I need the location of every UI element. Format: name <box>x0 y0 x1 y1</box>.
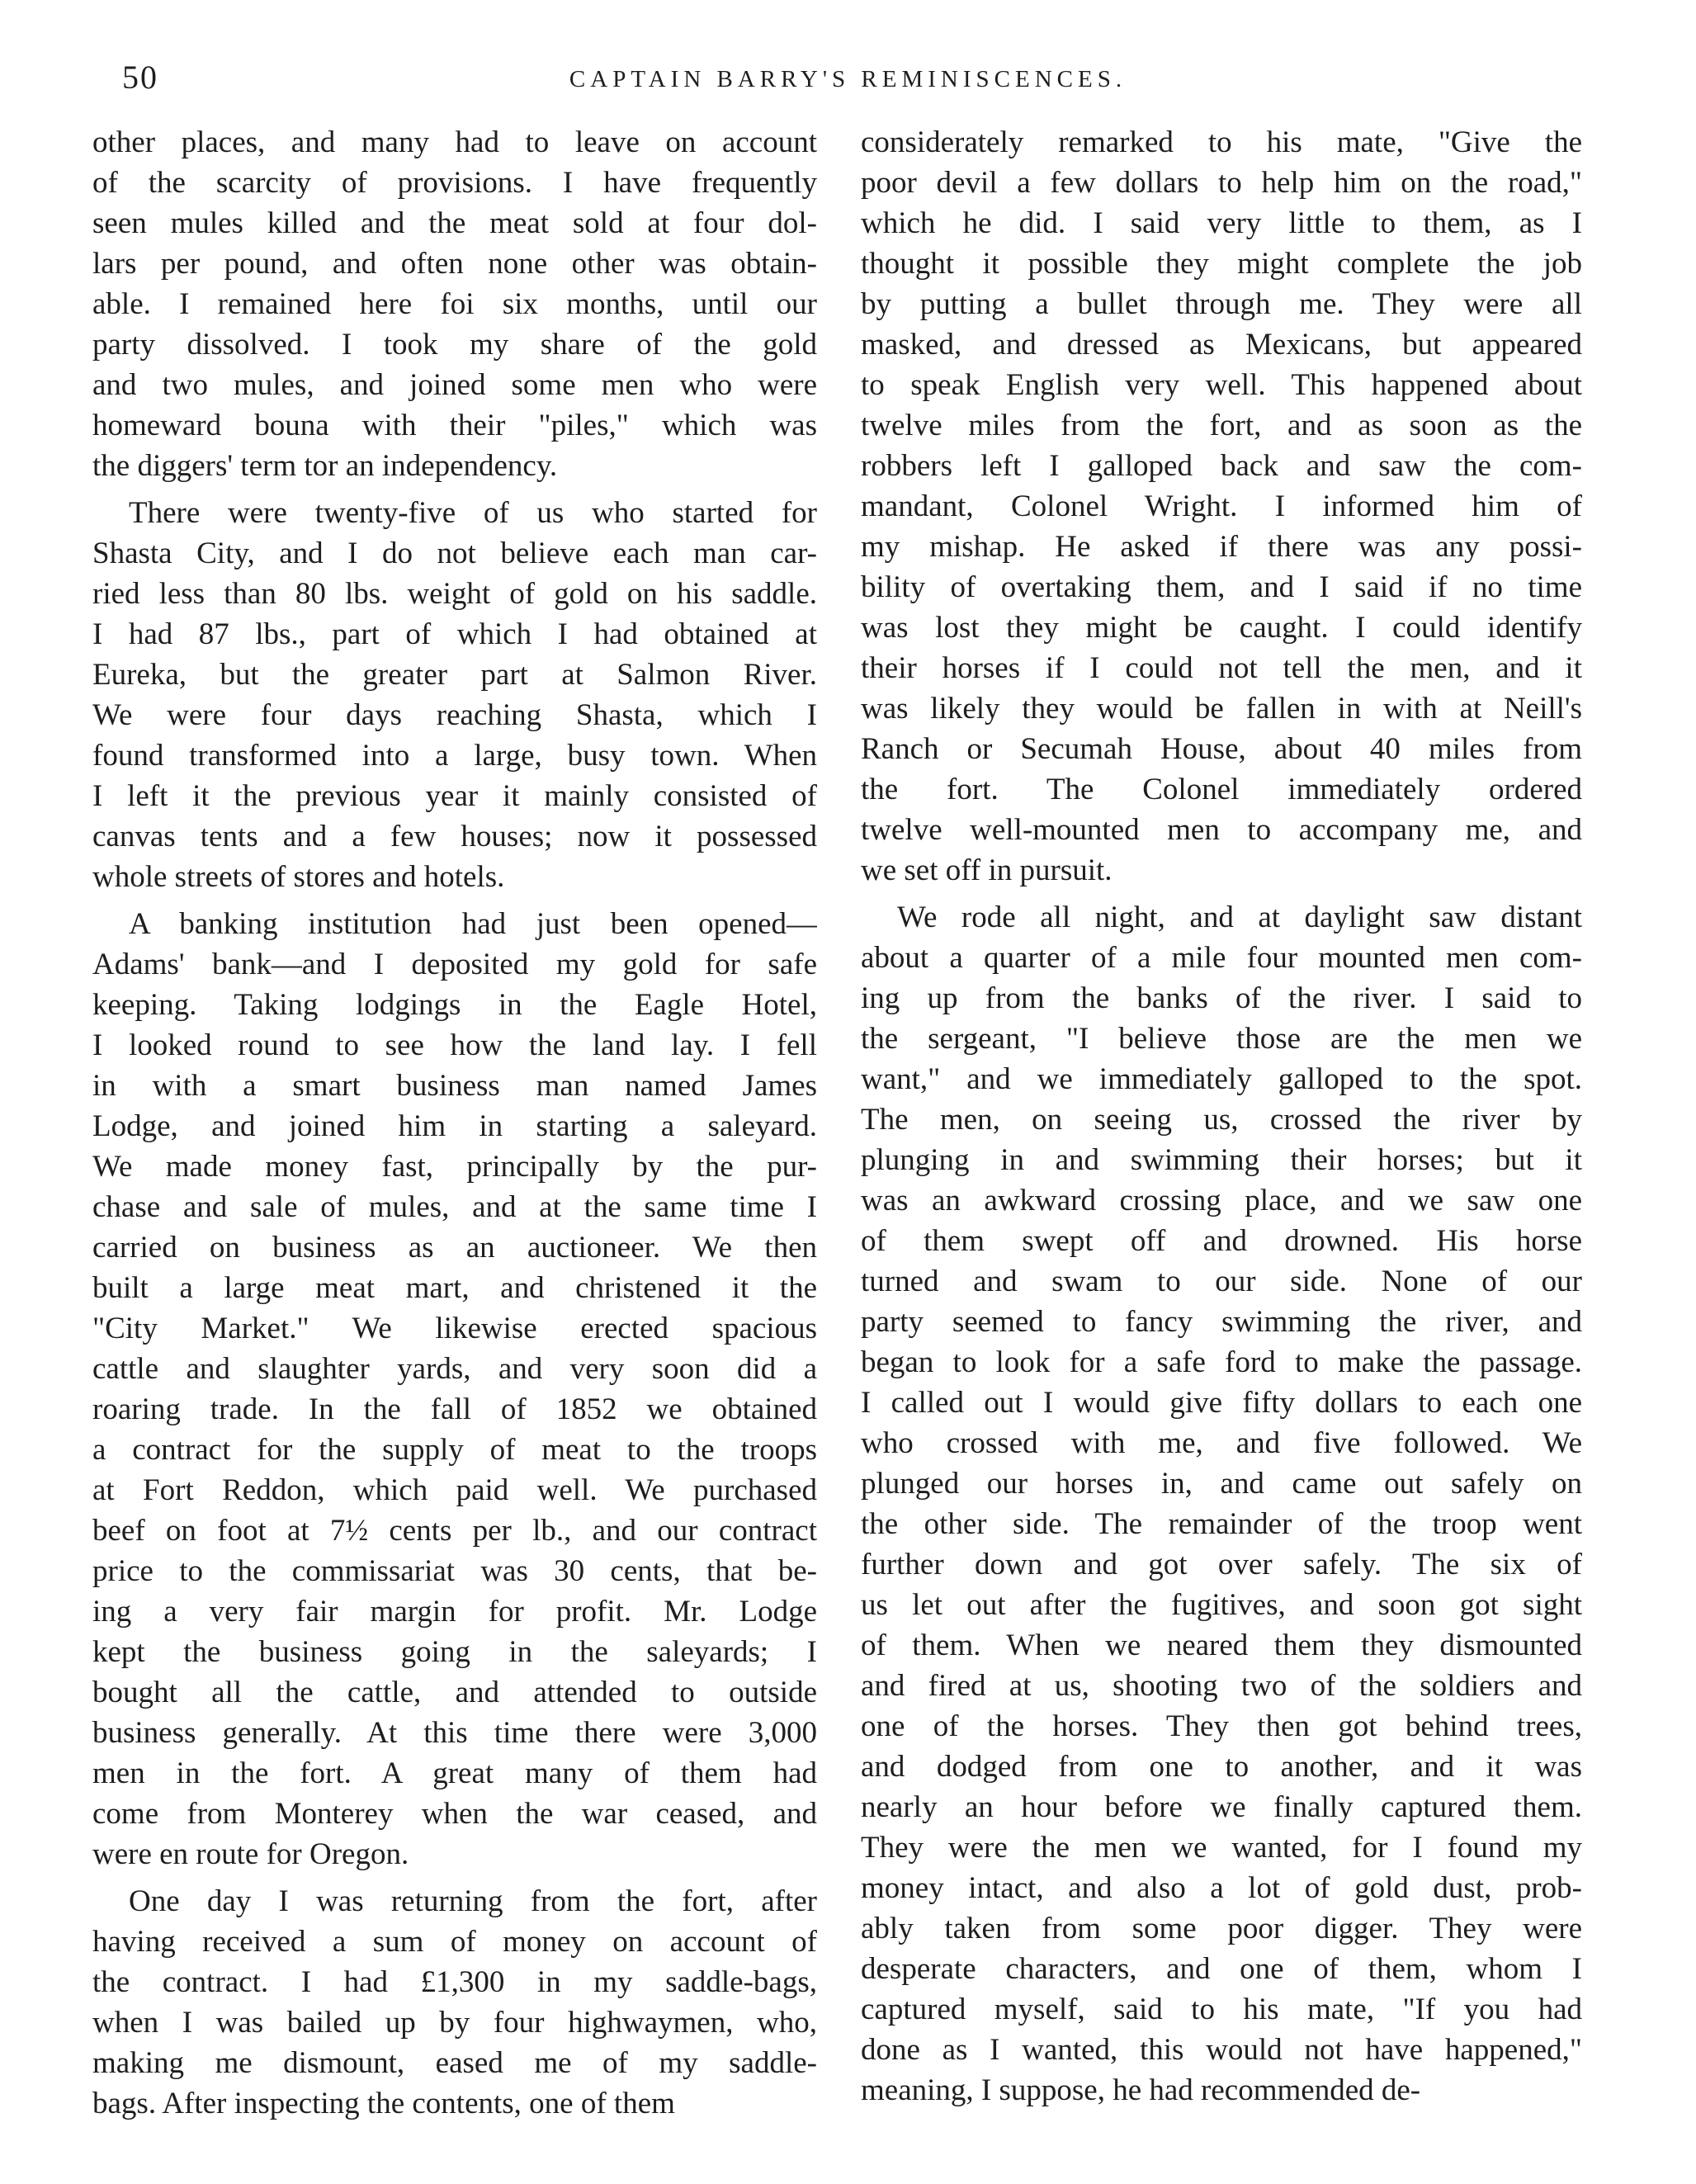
text-line: kept the business going in the saleyards; I <box>92 1635 817 1669</box>
page-number: 50 <box>122 59 158 96</box>
text-line: men in the fort. A great many of them had <box>92 1756 817 1790</box>
text-line: Shasta City, and I do not believe each man car- <box>92 537 817 570</box>
text-line: come from Monterey when the war ceased, and <box>92 1797 817 1831</box>
text-line: the contract. I had £1,300 in my saddle-bags, <box>92 1965 817 1999</box>
text-line: which he did. I said very little to them, as I <box>861 206 1582 240</box>
text-line: bags. After inspecting the contents, one of them <box>92 2087 675 2120</box>
text-line: nearly an hour before we finally captured them. <box>861 1790 1582 1824</box>
left-text-column <box>92 122 817 2124</box>
text-line: to speak English very well. This happened about <box>861 368 1582 402</box>
text-line: a contract for the supply of meat to the troops <box>92 1433 817 1467</box>
text-line: roaring trade. In the fall of 1852 we obtained <box>92 1392 817 1426</box>
text-line: and two mules, and joined some men who were <box>92 368 817 402</box>
text-line: party seemed to fancy swimming the river, and <box>861 1305 1582 1339</box>
text-line: and dodged from one to another, and it was <box>861 1750 1582 1784</box>
text-line: us let out after the fugitives, and soon got sight <box>861 1588 1582 1622</box>
text-line: desperate characters, and one of them, whom I <box>861 1952 1582 1986</box>
text-line: I had 87 lbs., part of which I had obtained at <box>92 617 817 651</box>
paragraph-gap <box>92 897 817 904</box>
text-line: robbers left I galloped back and saw the com- <box>861 449 1582 483</box>
text-line: further down and got over safely. The six of <box>861 1548 1582 1581</box>
text-line: want," and we immediately galloped to the spot. <box>861 1062 1582 1096</box>
text-line: I called out I would give fifty dollars to each one <box>861 1386 1582 1420</box>
text-line: of them swept off and drowned. His horse <box>861 1224 1582 1258</box>
text-line: whole streets of stores and hotels. <box>92 860 505 894</box>
text-line: Ranch or Secumah House, about 40 miles from <box>861 732 1582 766</box>
text-line: able. I remained here foi six months, until our <box>92 287 817 321</box>
text-line: mandant, Colonel Wright. I informed him of <box>861 489 1582 523</box>
text-line: began to look for a safe ford to make the passage. <box>861 1345 1582 1379</box>
paragraph-gap <box>92 1874 817 1881</box>
text-line: the fort. The Colonel immediately ordered <box>861 773 1582 806</box>
text-line: cattle and slaughter yards, and very soon did a <box>92 1352 817 1386</box>
text-line: There were twenty-five of us who started for <box>129 496 817 530</box>
text-line: of the scarcity of provisions. I have frequently <box>92 166 817 200</box>
text-line: built a large meat mart, and christened it the <box>92 1271 817 1305</box>
text-line: A banking institution had just been opened— <box>129 907 817 941</box>
text-line: The men, on seeing us, crossed the river by <box>861 1103 1582 1137</box>
text-line: We were four days reaching Shasta, which I <box>92 698 817 732</box>
text-line: we set off in pursuit. <box>861 853 1113 887</box>
text-line: in with a smart business man named James <box>92 1069 817 1103</box>
text-line: found transformed into a large, busy town. When <box>92 739 817 773</box>
text-line: making me dismount, eased me of my saddle- <box>92 2046 817 2080</box>
text-line: ably taken from some poor digger. They were <box>861 1912 1582 1945</box>
text-line: bility of overtaking them, and I said if no time <box>861 570 1582 604</box>
text-line: canvas tents and a few houses; now it possessed <box>92 820 817 853</box>
text-line: having received a sum of money on account of <box>92 1925 817 1959</box>
text-line: thought it possible they might complete the job <box>861 247 1582 281</box>
text-line: turned and swam to our side. None of our <box>861 1265 1582 1298</box>
text-line: masked, and dressed as Mexicans, but appeared <box>861 328 1582 362</box>
text-line: price to the commissariat was 30 cents, that be- <box>92 1554 817 1588</box>
text-line: the diggers' term tor an independency. <box>92 449 558 483</box>
text-line: ing a very fair margin for profit. Mr. Lodge <box>92 1595 817 1629</box>
text-line: about a quarter of a mile four mounted men com- <box>861 941 1582 975</box>
text-line: and fired at us, shooting two of the soldiers and <box>861 1669 1582 1703</box>
text-line: "City Market." We likewise erected spacious <box>92 1312 817 1345</box>
text-line: captured myself, said to his mate, "If you had <box>861 1993 1582 2026</box>
text-line: considerately remarked to his mate, "Give the <box>861 125 1582 159</box>
text-line: done as I wanted, this would not have happened," <box>861 2033 1582 2067</box>
text-line: who crossed with me, and five followed. We <box>861 1426 1582 1460</box>
text-line: homeward bouna with their "piles," which was <box>92 409 817 442</box>
text-line: bought all the cattle, and attended to outside <box>92 1676 817 1709</box>
paragraph-gap <box>92 486 817 493</box>
text-line: plunging in and swimming their horses; but it <box>861 1143 1582 1177</box>
text-line: lars per pound, and often none other was obtain- <box>92 247 817 281</box>
text-line: other places, and many had to leave on account <box>92 125 817 159</box>
text-line: chase and sale of mules, and at the same time I <box>92 1190 817 1224</box>
text-line: party dissolved. I took my share of the gold <box>92 328 817 362</box>
text-line: business generally. At this time there were 3,000 <box>92 1716 817 1750</box>
text-line: twelve well-mounted men to accompany me, and <box>861 813 1582 847</box>
text-line: was an awkward crossing place, and we saw one <box>861 1184 1582 1217</box>
page-header <box>0 58 1696 107</box>
text-line: money intact, and also a lot of gold dust, prob- <box>861 1871 1582 1905</box>
text-line: at Fort Reddon, which paid well. We purchased <box>92 1473 817 1507</box>
text-line: One day I was returning from the fort, after <box>129 1884 817 1918</box>
text-line: ried less than 80 lbs. weight of gold on his saddle. <box>92 577 817 611</box>
text-line: by putting a bullet through me. They were all <box>861 287 1582 321</box>
text-line: the other side. The remainder of the troop went <box>861 1507 1582 1541</box>
text-line: Eureka, but the greater part at Salmon River. <box>92 658 817 692</box>
text-line: carried on business as an auctioneer. We then <box>92 1231 817 1265</box>
text-line: was lost they might be caught. I could identify <box>861 611 1582 645</box>
text-line: when I was bailed up by four highwaymen, who, <box>92 2006 817 2040</box>
text-line: We rode all night, and at daylight saw distant <box>897 901 1582 934</box>
running-title: CAPTAIN BARRY'S REMINISCENCES. <box>569 66 1127 92</box>
text-line: was likely they would be fallen in with at Neill's <box>861 692 1582 726</box>
text-line: the sergeant, "I believe those are the men we <box>861 1022 1582 1056</box>
right-text-column <box>861 122 1582 2111</box>
text-line: We made money fast, principally by the pur- <box>92 1150 817 1184</box>
text-line: I left it the previous year it mainly consisted of <box>92 779 817 813</box>
text-line: They were the men we wanted, for I found my <box>861 1831 1582 1865</box>
text-line: ing up from the banks of the river. I said to <box>861 981 1582 1015</box>
text-line: were en route for Oregon. <box>92 1837 409 1871</box>
text-line: one of the horses. They then got behind trees, <box>861 1709 1582 1743</box>
text-line: their horses if I could not tell the men, and it <box>861 651 1582 685</box>
text-line: Lodge, and joined him in starting a saleyard. <box>92 1109 817 1143</box>
text-line: I looked round to see how the land lay. I fell <box>92 1028 817 1062</box>
text-line: Adams' bank—and I deposited my gold for safe <box>92 948 817 981</box>
text-line: poor devil a few dollars to help him on the road," <box>861 166 1582 200</box>
paragraph-gap <box>861 891 1582 897</box>
text-line: keeping. Taking lodgings in the Eagle Hotel, <box>92 988 817 1022</box>
text-line: plunged our horses in, and came out safely on <box>861 1467 1582 1501</box>
text-line: beef on foot at 7½ cents per lb., and our contract <box>92 1514 817 1548</box>
text-line: twelve miles from the fort, and as soon as the <box>861 409 1582 442</box>
text-line: seen mules killed and the meat sold at four dol- <box>92 206 817 240</box>
text-line: meaning, I suppose, he had recommended de- <box>861 2073 1421 2107</box>
text-line: of them. When we neared them they dismounted <box>861 1629 1582 1662</box>
text-line: my mishap. He asked if there was any possi- <box>861 530 1582 564</box>
